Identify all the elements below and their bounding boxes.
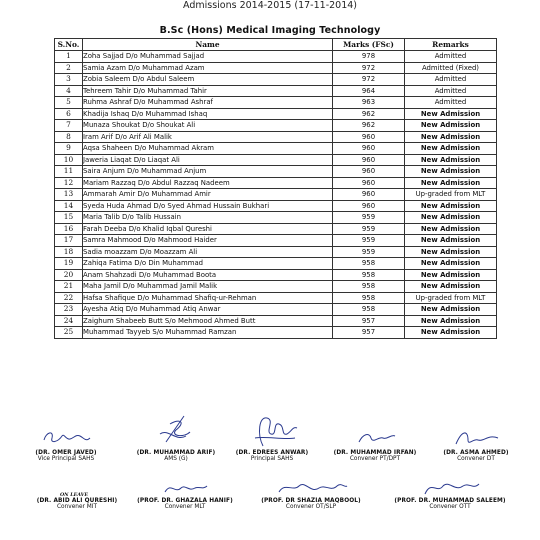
signatory-name: (DR. EDREES ANWAR)	[235, 450, 309, 456]
row-name-cell: Zoha Sajjad D/o Muhammad Sajjad	[83, 51, 333, 63]
signature-vice-principal	[18, 424, 114, 462]
row-marks-cell: 960	[333, 189, 405, 201]
row-marks-cell: 958	[333, 281, 405, 293]
column-header-marks: Marks (FSc)	[333, 39, 405, 51]
row-marks-cell: 958	[333, 269, 405, 281]
row-name-cell: Saira Anjum D/o Muhammad Anjum	[83, 166, 333, 178]
signatory-name: (DR. ABID ALI QURESHI)	[36, 498, 118, 504]
signatory-name: (DR. MUHAMMAD ARIF)	[136, 450, 216, 456]
table-row	[55, 269, 497, 281]
row-remarks-cell: Up-graded from MLT	[405, 292, 497, 304]
table-row	[55, 258, 497, 270]
row-sno-cell: 25	[55, 327, 83, 339]
row-name-cell: Aqsa Shaheen D/o Muhammad Akram	[83, 143, 333, 155]
row-name-cell: Ruhma Ashraf D/o Muhammad Ashraf	[83, 97, 333, 109]
table-row	[55, 200, 497, 212]
merit-list-table	[54, 38, 497, 339]
row-sno-cell: 13	[55, 189, 83, 201]
row-sno-cell: 21	[55, 281, 83, 293]
row-sno-cell: 16	[55, 223, 83, 235]
row-name-cell: Zahiqa Fatima D/o Din Muhammad	[83, 258, 333, 270]
table-row	[55, 189, 497, 201]
table-row	[55, 315, 497, 327]
table-row	[55, 246, 497, 258]
row-remarks-cell: New Admission	[405, 269, 497, 281]
table-row	[55, 85, 497, 97]
row-marks-cell: 958	[333, 258, 405, 270]
table-row	[55, 51, 497, 63]
row-remarks-cell: Admitted	[405, 51, 497, 63]
row-name-cell: Muhammad Tayyeb S/o Muhammad Ramzan	[83, 327, 333, 339]
row-marks-cell: 959	[333, 235, 405, 247]
row-name-cell: Ayesha Atiq D/o Muhammad Atiq Anwar	[83, 304, 333, 316]
row-marks-cell: 959	[333, 212, 405, 224]
row-marks-cell: 963	[333, 97, 405, 109]
table-row	[55, 235, 497, 247]
row-remarks-cell: Up-graded from MLT	[405, 189, 497, 201]
row-marks-cell: 958	[333, 304, 405, 316]
signatory-title: Convener OTT	[429, 504, 471, 510]
row-name-cell: Sadia moazzam D/o Moazzam Ali	[83, 246, 333, 258]
row-sno-cell: 11	[55, 166, 83, 178]
row-sno-cell: 4	[55, 85, 83, 97]
table-row	[55, 327, 497, 339]
table-row	[55, 166, 497, 178]
row-sno-cell: 23	[55, 304, 83, 316]
row-marks-cell: 962	[333, 120, 405, 132]
row-remarks-cell: New Admission	[405, 258, 497, 270]
row-marks-cell: 960	[333, 154, 405, 166]
signature-convener-dt	[428, 424, 524, 462]
admissions-header: Admissions 2014-2015 (17-11-2014)	[182, 0, 358, 11]
signatory-title: Vice Principal SAHS	[37, 456, 95, 462]
table-body	[55, 51, 497, 339]
row-sno-cell: 12	[55, 177, 83, 189]
signature-scribble-icon	[237, 410, 307, 450]
row-remarks-cell: New Admission	[405, 131, 497, 143]
row-remarks-cell: New Admission	[405, 143, 497, 155]
row-marks-cell: 959	[333, 246, 405, 258]
row-marks-cell: 960	[333, 200, 405, 212]
row-remarks-cell: Admitted	[405, 85, 497, 97]
table-row	[55, 281, 497, 293]
row-marks-cell: 958	[333, 292, 405, 304]
column-header-remarks: Remarks	[405, 39, 497, 51]
row-remarks-cell: New Admission	[405, 120, 497, 132]
row-sno-cell: 19	[55, 258, 83, 270]
row-remarks-cell: New Admission	[405, 304, 497, 316]
signature-convener-ot	[252, 478, 370, 510]
row-marks-cell: 959	[333, 223, 405, 235]
row-remarks-cell: New Admission	[405, 154, 497, 166]
row-sno-cell: 3	[55, 74, 83, 86]
row-sno-cell: 9	[55, 143, 83, 155]
table-row	[55, 131, 497, 143]
row-name-cell: Maha Jamil D/o Muhammad Jamil Malik	[83, 281, 333, 293]
signature-convener-ott	[380, 478, 520, 510]
row-marks-cell: 972	[333, 62, 405, 74]
signature-scribble-icon	[36, 424, 96, 450]
table-row	[55, 223, 497, 235]
signatory-title: Convener PT/DPT	[349, 456, 401, 462]
row-name-cell: Khadija Ishaq D/o Muhammad Ishaq	[83, 108, 333, 120]
signature-ams	[128, 412, 224, 462]
row-name-cell: Farah Deeba D/o Khalid Iqbal Qureshi	[83, 223, 333, 235]
signatory-name: (DR. MUHAMMAD IRFAN)	[333, 450, 417, 456]
signatory-name: (PROF. DR. MUHAMMAD SALEEM)	[394, 498, 506, 504]
row-remarks-cell: New Admission	[405, 212, 497, 224]
table-row	[55, 177, 497, 189]
signature-scribble-icon	[57, 484, 97, 498]
row-remarks-cell: New Admission	[405, 327, 497, 339]
row-sno-cell: 10	[55, 154, 83, 166]
row-sno-cell: 20	[55, 269, 83, 281]
row-marks-cell: 960	[333, 143, 405, 155]
row-sno-cell: 17	[55, 235, 83, 247]
row-remarks-cell: New Admission	[405, 177, 497, 189]
row-sno-cell: 15	[55, 212, 83, 224]
row-name-cell: Hafsa Shafique D/o Muhammad Shafiq-ur-Rehman	[83, 292, 333, 304]
signatory-name: (PROF. DR SHAZIA MAQBOOL)	[261, 498, 361, 504]
table-header-row	[55, 39, 497, 51]
signature-scribble-icon	[345, 424, 405, 450]
row-marks-cell: 964	[333, 85, 405, 97]
table-row	[55, 74, 497, 86]
table-row	[55, 120, 497, 132]
signatory-title: Convener OT/SLP	[285, 504, 337, 510]
signature-scribble-icon	[415, 478, 485, 498]
signatory-title: Convener MLT	[164, 504, 206, 510]
row-name-cell: Tehreem Tahir D/o Muhammad Tahir	[83, 85, 333, 97]
on-leave-note: ON LEAVE	[60, 492, 89, 498]
signature-scribble-icon	[155, 478, 215, 498]
row-sno-cell: 6	[55, 108, 83, 120]
row-name-cell: Maria Talib D/o Talib Hussain	[83, 212, 333, 224]
row-remarks-cell: Admitted (Fixed)	[405, 62, 497, 74]
row-name-cell: Zobia Saleem D/o Abdul Saleem	[83, 74, 333, 86]
row-marks-cell: 960	[333, 177, 405, 189]
signature-scribble-icon	[271, 478, 351, 498]
row-name-cell: Anam Shahzadi D/o Muhammad Boota	[83, 269, 333, 281]
table-title: B.Sc (Hons) Medical Imaging Technology	[159, 25, 381, 36]
row-remarks-cell: New Admission	[405, 246, 497, 258]
column-header-sno: S.No.	[55, 39, 83, 51]
row-remarks-cell: New Admission	[405, 281, 497, 293]
row-sno-cell: 22	[55, 292, 83, 304]
signature-scribble-icon	[446, 424, 506, 450]
row-remarks-cell: New Admission	[405, 223, 497, 235]
table-row	[55, 154, 497, 166]
row-remarks-cell: New Admission	[405, 235, 497, 247]
row-name-cell: Zaighum Shabeeb Butt S/o Mehmood Ahmed Butt	[83, 315, 333, 327]
row-sno-cell: 5	[55, 97, 83, 109]
table-row	[55, 108, 497, 120]
row-name-cell: Samra Mahmood D/o Mahmood Haider	[83, 235, 333, 247]
row-sno-cell: 18	[55, 246, 83, 258]
row-name-cell: Ammarah Amir D/o Muhammad Amir	[83, 189, 333, 201]
row-name-cell: Samia Azam D/o Muhammad Azam	[83, 62, 333, 74]
row-sno-cell: 14	[55, 200, 83, 212]
signatory-title: Principal SAHS	[250, 456, 294, 462]
signatory-name: (PROF. DR. GHAZALA HANIF)	[137, 498, 233, 504]
row-remarks-cell: New Admission	[405, 166, 497, 178]
table-row	[55, 304, 497, 316]
row-marks-cell: 960	[333, 166, 405, 178]
signature-convener-mit	[24, 484, 130, 510]
signature-scribble-icon	[146, 412, 206, 450]
row-name-cell: Syeda Huda Ahmad D/o Syed Ahmad Hussain Bukhari	[83, 200, 333, 212]
signatory-title: Convener DT	[457, 456, 495, 462]
column-header-name: Name	[83, 39, 333, 51]
row-sno-cell: 24	[55, 315, 83, 327]
signatory-title: Convener MIT	[57, 504, 97, 510]
signature-convener-pt	[325, 424, 425, 462]
row-remarks-cell: Admitted	[405, 97, 497, 109]
row-marks-cell: 957	[333, 327, 405, 339]
table-row	[55, 212, 497, 224]
row-remarks-cell: New Admission	[405, 200, 497, 212]
signatory-name: (DR. OMER JAVED)	[35, 450, 97, 456]
signature-convener-mlt	[130, 478, 240, 510]
signature-principal	[222, 410, 322, 462]
row-name-cell: Mariam Razzaq D/o Abdul Razzaq Nadeem	[83, 177, 333, 189]
row-marks-cell: 972	[333, 74, 405, 86]
row-marks-cell: 960	[333, 131, 405, 143]
row-sno-cell: 2	[55, 62, 83, 74]
row-remarks-cell: Admitted	[405, 74, 497, 86]
signatory-title: AMS (G)	[164, 456, 188, 462]
row-name-cell: Iram Arif D/o Arif Ali Malik	[83, 131, 333, 143]
row-marks-cell: 962	[333, 108, 405, 120]
signatory-name: (DR. ASMA AHMED)	[443, 450, 509, 456]
row-sno-cell: 1	[55, 51, 83, 63]
row-sno-cell: 7	[55, 120, 83, 132]
table-row	[55, 62, 497, 74]
table-row	[55, 97, 497, 109]
row-marks-cell: 957	[333, 315, 405, 327]
table-row	[55, 292, 497, 304]
row-remarks-cell: New Admission	[405, 315, 497, 327]
row-name-cell: Jaweria Liaqat D/o Liaqat Ali	[83, 154, 333, 166]
row-marks-cell: 978	[333, 51, 405, 63]
row-name-cell: Munaza Shoukat D/o Shoukat Ali	[83, 120, 333, 132]
row-remarks-cell: New Admission	[405, 108, 497, 120]
row-sno-cell: 8	[55, 131, 83, 143]
table-row	[55, 143, 497, 155]
